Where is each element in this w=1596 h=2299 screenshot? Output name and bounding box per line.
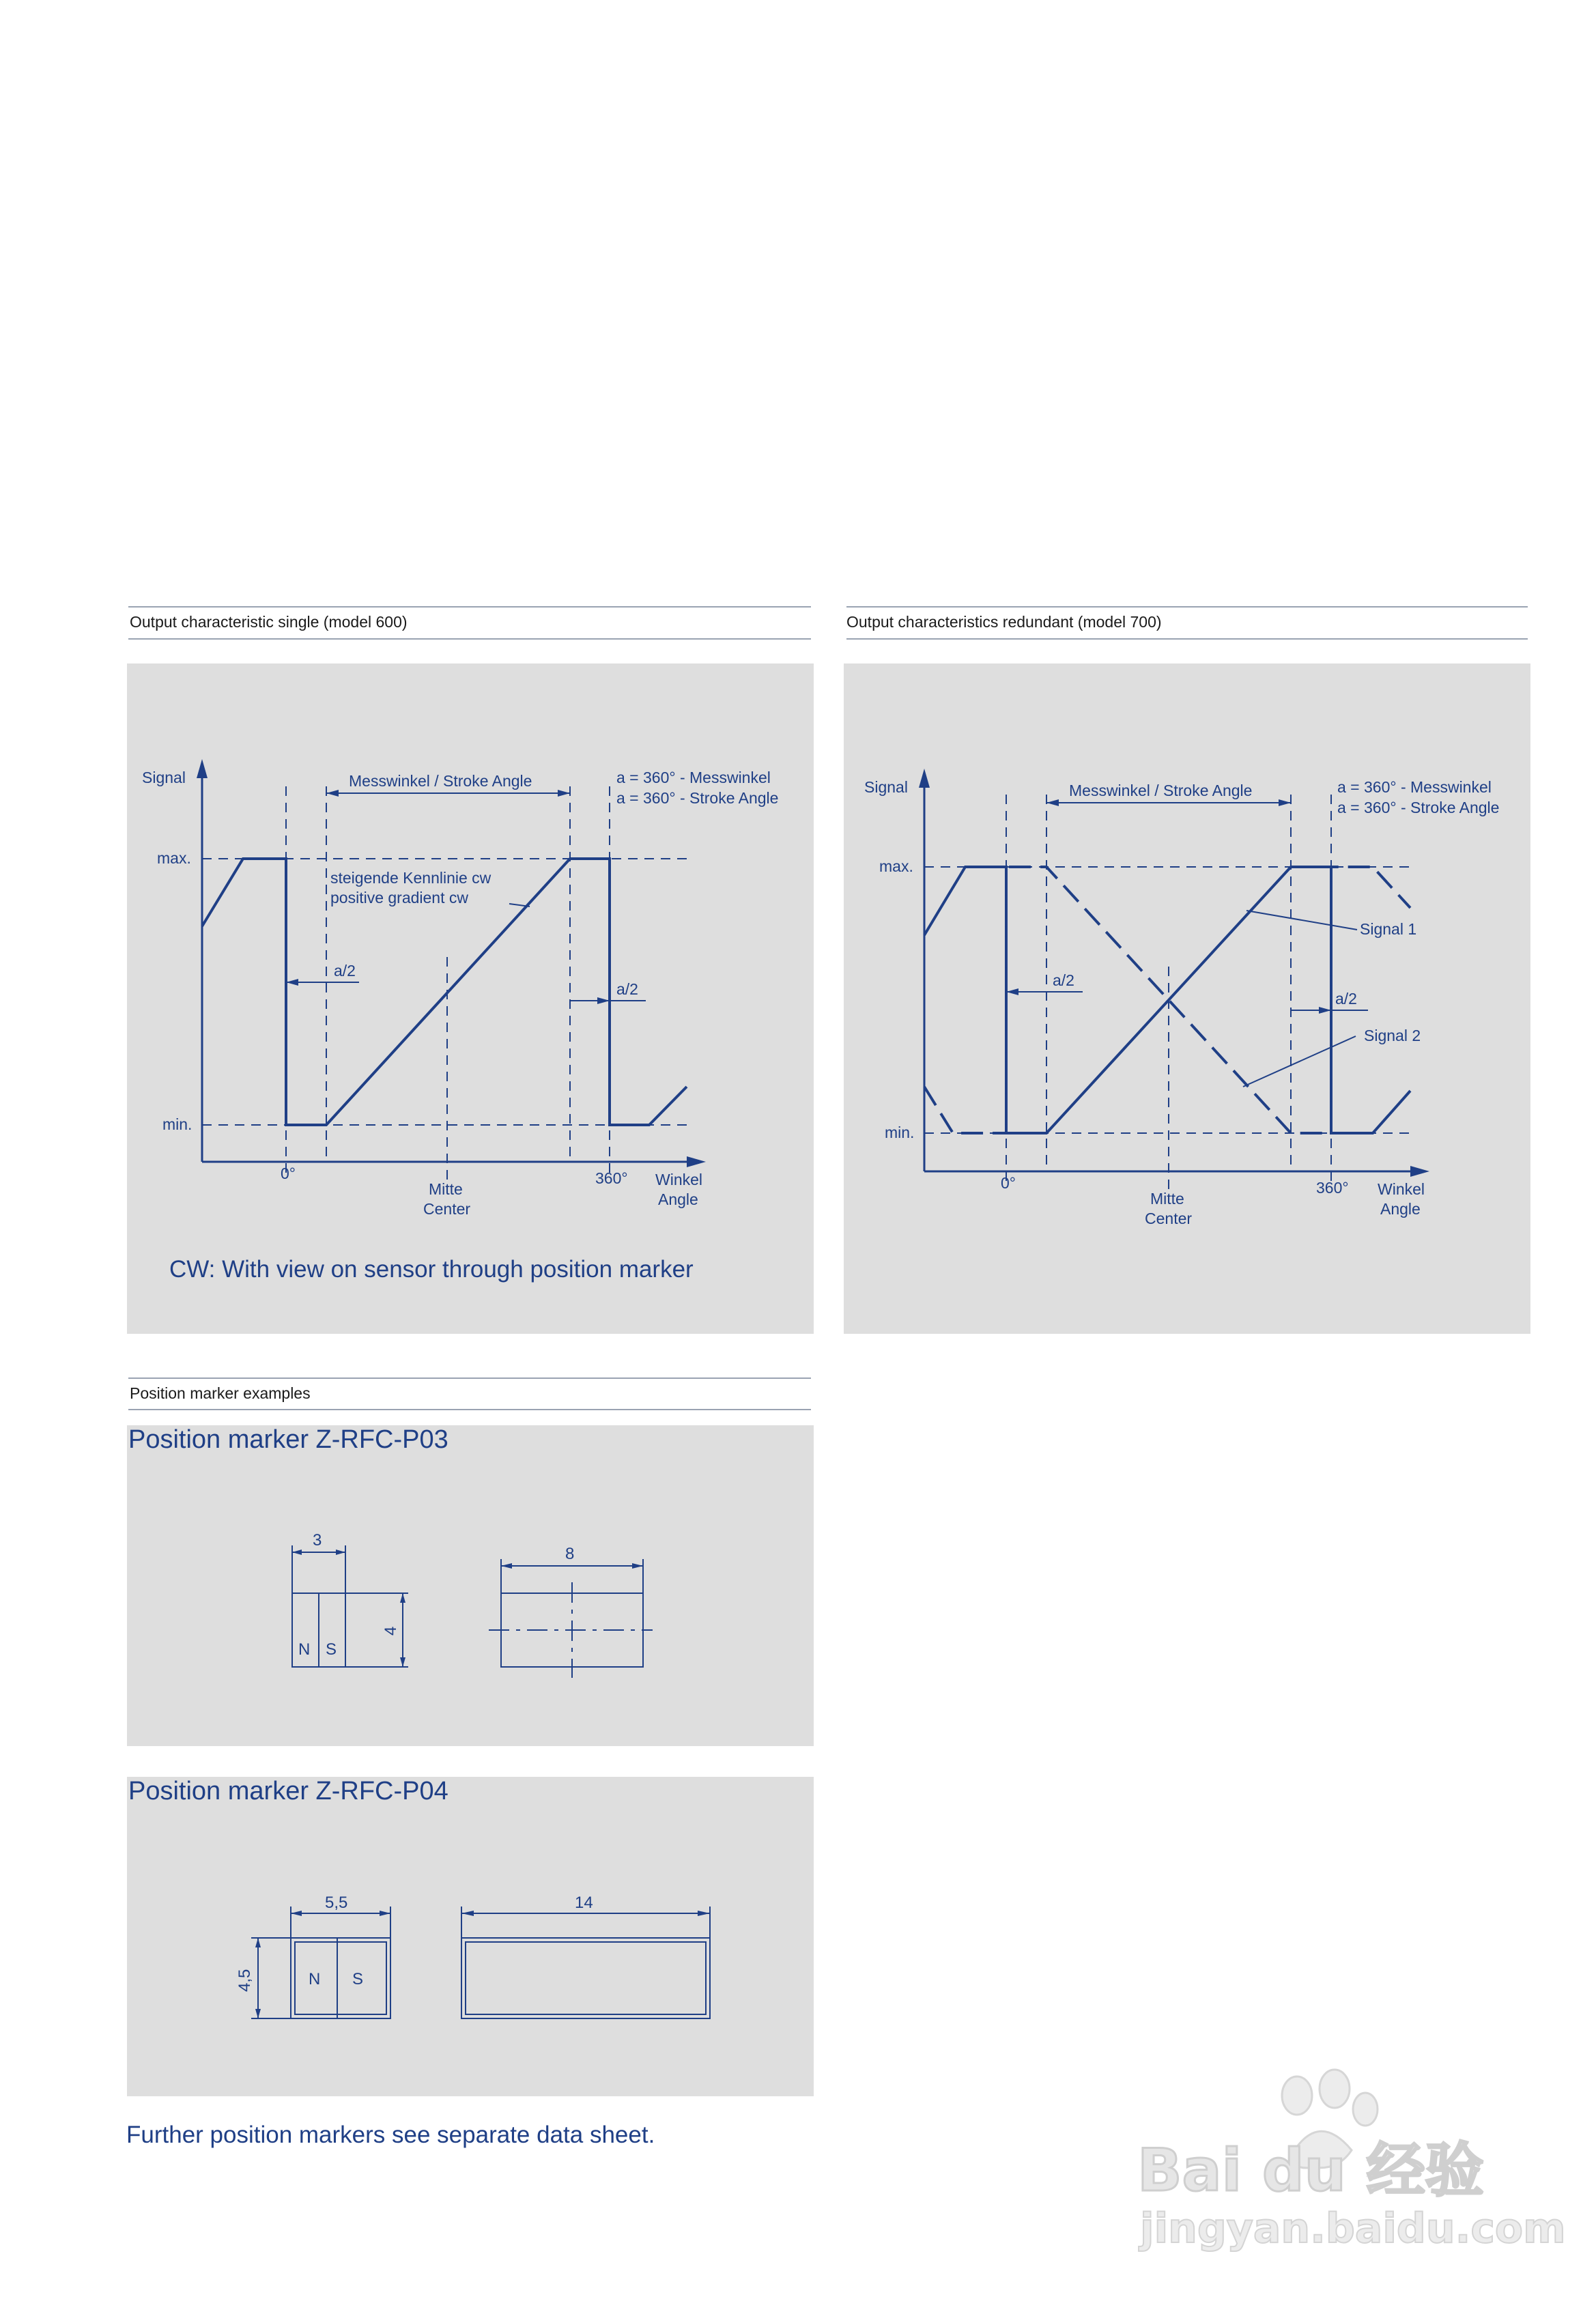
max-label: max. <box>157 849 191 867</box>
winkel-label: Winkel <box>1378 1180 1425 1198</box>
section-rule-bottom-markers <box>128 1409 811 1410</box>
x-axis-arrow <box>1410 1166 1429 1177</box>
chart-panel-single <box>127 663 814 1334</box>
deg360-label: 360° <box>595 1169 628 1187</box>
marker-p04-dim-height: 4,5 <box>236 1969 254 1992</box>
mitte-label: Mitte <box>429 1180 463 1198</box>
a-formula-line2: a = 360° - Stroke Angle <box>1337 799 1500 816</box>
angle-label: Angle <box>1380 1200 1421 1218</box>
output-characteristic-redundant-diagram <box>844 663 1530 1334</box>
deg360-label: 360° <box>1316 1179 1349 1197</box>
marker-panel-p04 <box>127 1777 814 2096</box>
signal-label: Signal <box>142 769 186 786</box>
marker-p04-pole-s: S <box>352 1970 364 1988</box>
signal-2-label: Signal 2 <box>1364 1027 1421 1044</box>
stroke-angle-label: Messwinkel / Stroke Angle <box>1069 782 1253 799</box>
max-label: max. <box>879 857 913 875</box>
gradient-label-line1: steigende Kennlinie cw <box>330 869 491 887</box>
signal-label: Signal <box>864 778 908 796</box>
y-axis-arrow <box>197 759 208 778</box>
marker-p03-dim-length: 8 <box>565 1545 575 1563</box>
a-half-label-left: a/2 <box>1053 971 1074 989</box>
min-label: min. <box>162 1115 193 1133</box>
angle-label: Angle <box>658 1190 698 1208</box>
marker-p03-dim-width: 3 <box>313 1531 322 1550</box>
gradient-label-line2: positive gradient cw <box>330 889 468 906</box>
a-half-label-right: a/2 <box>1335 990 1357 1008</box>
winkel-label: Winkel <box>655 1171 703 1188</box>
min-label: min. <box>885 1124 915 1141</box>
marker-p03-title: Position marker Z-RFC-P03 <box>128 1425 448 1454</box>
footer-note: Further position markers see separate data sheet. <box>126 2122 655 2148</box>
section-title-markers: Position marker examples <box>130 1384 311 1402</box>
y-axis-arrow <box>919 769 930 788</box>
deg0-label: 0° <box>1001 1174 1016 1192</box>
marker-p04-dim-length: 14 <box>575 1894 593 1912</box>
marker-panel-p03 <box>127 1425 814 1746</box>
output-characteristic-single-diagram <box>127 663 814 1334</box>
marker-p04-drawing <box>127 1777 814 2096</box>
center-label: Center <box>423 1200 471 1218</box>
a-formula-line1: a = 360° - Messwinkel <box>1337 778 1492 796</box>
marker-p04-side-body <box>291 1938 390 2018</box>
mitte-label: Mitte <box>1150 1190 1184 1208</box>
section-rule-bottom-single <box>128 638 811 640</box>
section-rule-top-single <box>128 606 811 608</box>
x-axis-arrow <box>687 1156 706 1167</box>
a-formula-line2: a = 360° - Stroke Angle <box>616 789 779 807</box>
section-rule-bottom-redundant <box>846 638 1528 640</box>
signal-1-label: Signal 1 <box>1360 920 1417 938</box>
stroke-angle-label: Messwinkel / Stroke Angle <box>349 772 532 790</box>
chart-panel-redundant <box>844 663 1530 1334</box>
marker-p03-drawing <box>127 1425 814 1746</box>
a-half-label-right: a/2 <box>616 980 638 998</box>
marker-p03-pole-n: N <box>298 1640 311 1659</box>
center-label: Center <box>1145 1210 1193 1227</box>
marker-p04-dim-width: 5,5 <box>325 1894 348 1912</box>
watermark <box>1133 2068 1566 2273</box>
marker-p03-dim-height: 4 <box>382 1626 400 1636</box>
section-title-single: Output characteristic single (model 600) <box>130 613 408 631</box>
marker-p04-top-body <box>461 1938 710 2018</box>
a-formula-line1: a = 360° - Messwinkel <box>616 769 771 786</box>
a-half-label-left: a/2 <box>334 962 356 980</box>
marker-p04-pole-n: N <box>309 1970 321 1988</box>
section-rule-top-redundant <box>846 606 1528 608</box>
cw-caption: CW: With view on sensor through position marker <box>169 1256 694 1283</box>
marker-p04-title: Position marker Z-RFC-P04 <box>128 1777 448 1805</box>
marker-p03-pole-s: S <box>326 1640 337 1659</box>
deg0-label: 0° <box>281 1165 296 1182</box>
section-title-redundant: Output characteristics redundant (model 700) <box>846 613 1162 631</box>
watermark-url: jingyan.baidu.com <box>1140 2205 1566 2253</box>
section-rule-top-markers <box>128 1377 811 1379</box>
watermark-brand: Bai du 经验 <box>1137 2137 1484 2205</box>
